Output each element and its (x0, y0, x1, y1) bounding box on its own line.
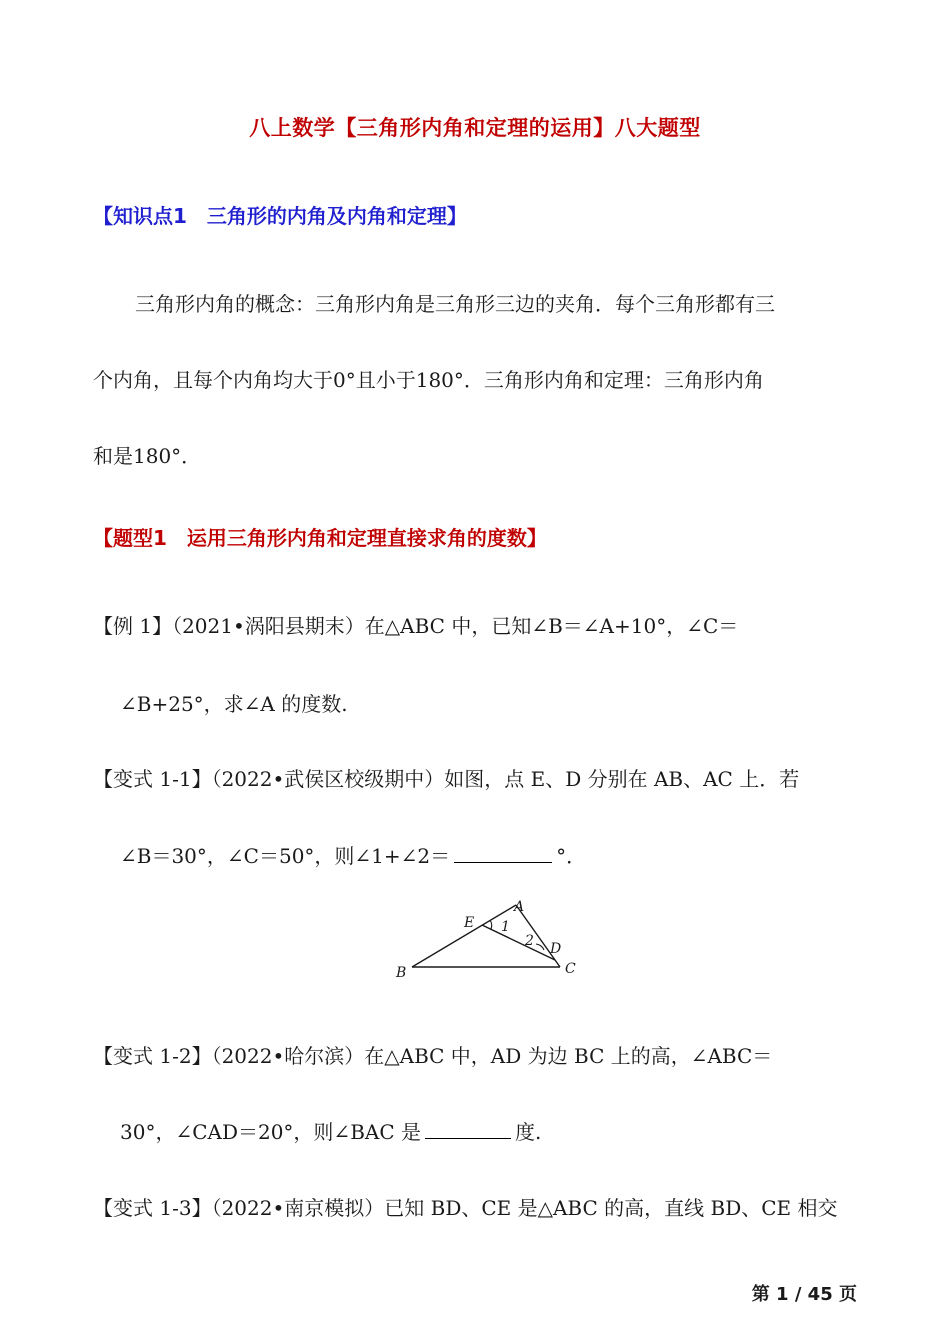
label-c: C (565, 961, 576, 977)
variant-1-3-line-1: 【变式 1-3】（2022•南京模拟）已知 BD、CE 是△ABC 的高，直线 BD、CE 相交 (93, 1196, 838, 1220)
label-angle-1: 1 (501, 919, 510, 935)
label-d: D (550, 941, 562, 957)
variant-1-2-line-2-text: 30°，∠CAD＝20°，则∠BAC 是 (120, 1120, 421, 1144)
document-title: 八上数学【三角形内角和定理的运用】八大题型 (249, 116, 701, 140)
label-b: B (396, 965, 407, 981)
page-number: 第 1 / 45 页 (751, 1284, 857, 1305)
variant-1-1-line-2-text: ∠B＝30°，∠C＝50°，则∠1+∠2＝ (120, 844, 451, 868)
variant-1-1-line-2 (120, 840, 586, 869)
variant-1-2-line-1: 【变式 1-2】（2022•哈尔滨）在△ABC 中，AD 为边 BC 上的高，∠ABC＝ (93, 1044, 773, 1068)
example-1-line-1: 【例 1】（2021•涡阳县期末）在△ABC 中，已知∠B＝∠A+10°，∠C＝ (93, 614, 739, 638)
variant-1-1-line-1: 【变式 1-1】（2022•武侯区校级期中）如图，点 E、D 分别在 AB、AC 上．若 (93, 767, 800, 791)
answer-blank-1[interactable] (454, 842, 552, 863)
answer-blank-2[interactable] (425, 1118, 511, 1139)
label-angle-2: 2 (525, 933, 534, 949)
knowledge-text-line-1: 三角形内角的概念：三角形内角是三角形三边的夹角．每个三角形都有三 (135, 292, 775, 316)
knowledge-point-heading: 【知识点1 三角形的内角及内角和定理】 (93, 204, 467, 228)
variant-1-2-line-2 (120, 1116, 541, 1145)
label-a: A (514, 899, 525, 915)
example-1-line-2: ∠B+25°，求∠A 的度数. (120, 692, 348, 716)
variant-1-1-unit: °． (556, 844, 587, 868)
variant-1-2-unit: 度. (515, 1120, 542, 1144)
triangle-figure (390, 895, 590, 985)
knowledge-text-line-3: 和是180°． (93, 444, 202, 468)
label-e: E (464, 915, 475, 931)
question-type-1-heading: 【题型1 运用三角形内角和定理直接求角的度数】 (93, 526, 547, 550)
knowledge-text-line-2: 个内角，且每个内角均大于0°且小于180°．三角形内角和定理：三角形内角 (93, 368, 764, 392)
